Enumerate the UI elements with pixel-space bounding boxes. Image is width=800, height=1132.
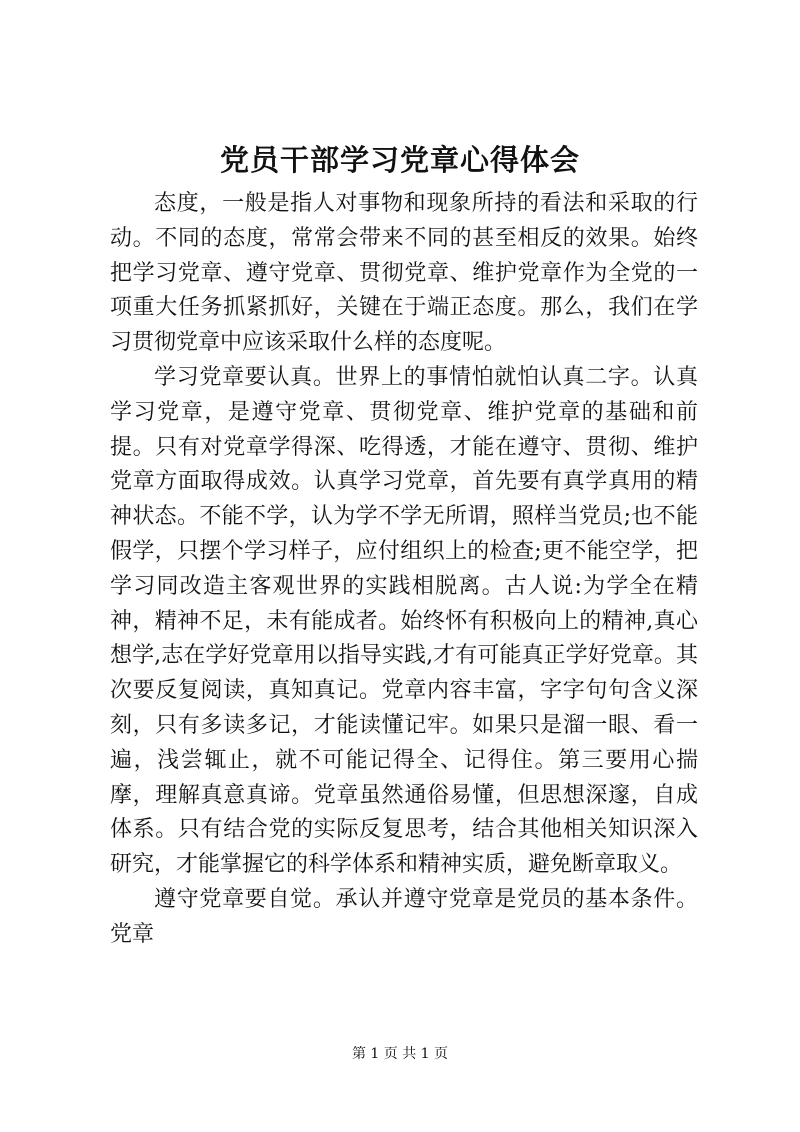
document-body (110, 187, 698, 953)
document-title: 党员干部学习党章心得体会 (219, 143, 580, 177)
paragraph-observe-consciously: 遵守党章要自觉。承认并遵守党章是党员的基本条件。党章 (110, 886, 698, 947)
page-footer: 第 1 页 共 1 页 (351, 1046, 449, 1062)
paragraph-attitude: 态度，一般是指人对事物和现象所持的看法和采取的行动。不同的态度，常常会带来不同的甚至相反的效果。始终把学习党章、遵守党章、贯彻党章、维护党章作为全党的一项重大任务抓紧抓好，关键在于端正态度。那么，我们在学习贯彻党章中应该采取什么样的态度呢。 (110, 191, 698, 356)
paragraph-study-seriously: 学习党章要认真。世界上的事情怕就怕认真二字。认真学习党章，是遵守党章、贯彻党章、维护党章的基础和前提。只有对党章学得深、吃得透，才能在遵守、贯彻、维护党章方面取得成效。认真学习党章，首先要有真学真用的精神状态。不能不学，认为学不学无所谓，照样当党员;也不能假学，只摆个学习样子，应付组织上的检查;更不能空学，把学习同改造主客观世界的实践相脱离。古人说:为学全在精神，精神不足，未有能成者。始终怀有积极向上的精神,真心想学,志在学好党章用以指导实践,才有可能真正学好党章。其次要反复阅读，真知真记。党章内容丰富，字字句句含义深刻，只有多读多记，才能读懂记牢。如果只是溜一眼、看一遍，浅尝辄止，就不可能记得全、记得住。第三要用心揣摩，理解真意真谛。党章虽然通俗易懂，但思想深邃，自成体系。只有结合党的实际反复思考，结合其他相关知识深入研究，才能掌握它的科学体系和精神实质，避免断章取义。 (110, 364, 698, 878)
